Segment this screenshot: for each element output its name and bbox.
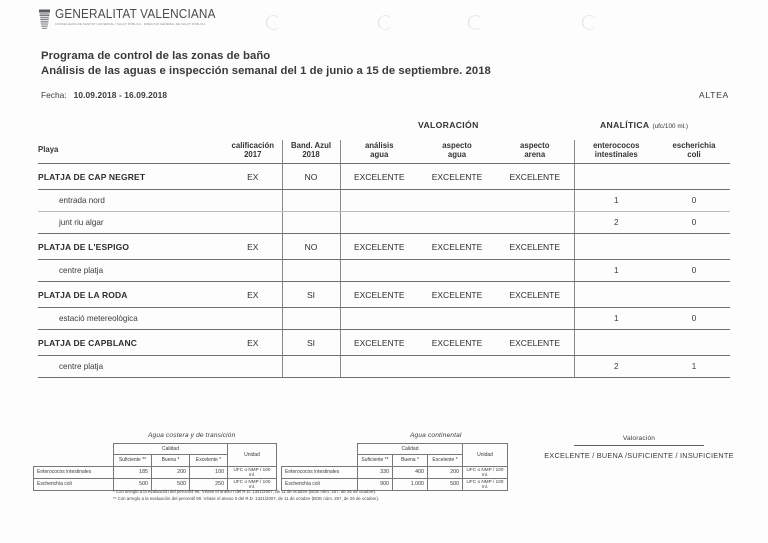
- cell-sampling-point-name: junt riu algar: [38, 212, 224, 234]
- cell-calificacion-2017: EX: [224, 234, 282, 260]
- column-header-calificacion-label: calificación: [231, 140, 274, 150]
- cell-calificacion-2017: EX: [224, 164, 282, 190]
- cell-bandera-azul-2018: [282, 190, 340, 212]
- logo-title: GENERALITAT VALENCIANA: [55, 7, 216, 21]
- footnote-two: ** Con arreglo a la evaluación del percentil 90. Véase el anexo II del R.D. 1341/2007, de 11 de octubre (BOE núm. 257, de 26 de octubre).: [113, 495, 380, 501]
- valoracion-legend-title: Valoración: [622, 435, 656, 442]
- cell-bandera-azul-2018: [282, 260, 340, 282]
- cell-analisis-agua: [340, 190, 418, 212]
- cell-analisis-agua: EXCELENTE: [340, 164, 418, 190]
- column-header-calificacion: [224, 140, 282, 164]
- cell-beach-name: PLATJA DE CAPBLANC: [38, 330, 224, 356]
- cell-calificacion-2017: [224, 308, 282, 330]
- cell-sampling-point-name: estació metereològica: [38, 308, 224, 330]
- cell-analisis-agua: [340, 356, 418, 378]
- page-title-line2: Análisis de las aguas e inspección semanal del 1 de junio a 15 de septiembre. 2018: [41, 65, 491, 77]
- cell-analisis-agua: [340, 260, 418, 282]
- column-header-bandera-year: 2018: [302, 150, 320, 159]
- crest-icon: [38, 9, 51, 31]
- legend-header-unidad: Unidad: [228, 444, 277, 467]
- scan-artifact-arc: [378, 15, 393, 30]
- cell-bandera-azul-2018: NO: [282, 234, 340, 260]
- cell-escherichia-coli: 0: [658, 260, 730, 282]
- cell-calificacion-2017: [224, 260, 282, 282]
- column-header-playa: Playa: [38, 140, 224, 164]
- legend-caption-continental: Agua continental: [410, 432, 462, 439]
- legend-header-calidad: Calidad: [358, 444, 463, 455]
- footnote-one: * Con arreglo a la evaluación del percentil 95. Véase el anexo I del R.D. 1341/2007, de 11 de octubre (BOE núm. 257, de 26 de octubre).: [113, 489, 377, 494]
- legend-cell-parameter: Enterococos intestinales: [282, 466, 358, 478]
- date-and-municipality-row: [41, 90, 729, 100]
- cell-bandera-azul-2018: [282, 212, 340, 234]
- legend-cell-parameter: Enterococos intestinales: [34, 466, 114, 478]
- valoracion-legend: [524, 435, 754, 460]
- cell-bandera-azul-2018: [282, 308, 340, 330]
- legend-cell-suficiente: 330: [358, 466, 393, 478]
- column-header-escherichia: [658, 140, 730, 164]
- table-row-beach: [38, 282, 730, 308]
- legend-cell-unidad: UFC o NMP / 100 ml.: [463, 466, 508, 478]
- beach-analysis-table: [38, 140, 730, 378]
- cell-escherichia-coli: 0: [658, 212, 730, 234]
- legend-caption-costera: Agua costera y de transición: [148, 432, 236, 439]
- cell-analisis-agua: [340, 212, 418, 234]
- cell-aspecto-agua: [418, 212, 496, 234]
- cell-bandera-azul-2018: [282, 356, 340, 378]
- cell-sampling-point-name: centre platja: [38, 260, 224, 282]
- cell-escherichia-coli: 0: [658, 308, 730, 330]
- cell-calificacion-2017: [224, 356, 282, 378]
- logo-subtitle: CONSELLERIA DE SANITAT UNIVERSAL I SALUT PÚBLICA · DIRECCIÓ GENERAL DE SALUT PÚBLICA: [55, 21, 206, 26]
- legend-cell-excelente: 500: [428, 478, 463, 490]
- legend-cell-excelente: 100: [190, 466, 228, 478]
- cell-aspecto-agua: [418, 190, 496, 212]
- table-row-beach: [38, 164, 730, 190]
- legend-row-continental: [282, 466, 508, 478]
- legend-corner-blank: [282, 444, 358, 455]
- cell-escherichia-coli: [658, 234, 730, 260]
- column-header-aspecto-agua-sub: agua: [447, 150, 467, 159]
- column-header-aspecto-agua: [418, 140, 496, 164]
- column-header-aspecto-agua-label: aspecto: [442, 140, 472, 150]
- legend-cell-unidad: UFC o NMP / 100 ml.: [463, 478, 508, 490]
- legend-cell-parameter: Escherichia coli: [282, 478, 358, 490]
- cell-aspecto-agua: [418, 260, 496, 282]
- cell-beach-name: PLATJA DE L'ESPIGO: [38, 234, 224, 260]
- scan-artifact-arc: [582, 15, 597, 30]
- cell-enterococos-intestinales: [574, 282, 658, 308]
- cell-calificacion-2017: EX: [224, 330, 282, 356]
- cell-aspecto-arena: EXCELENTE: [496, 234, 574, 260]
- cell-calificacion-2017: [224, 212, 282, 234]
- cell-aspecto-agua: EXCELENTE: [418, 234, 496, 260]
- cell-calificacion-2017: EX: [224, 282, 282, 308]
- legend-header-unidad: Unidad: [463, 444, 508, 467]
- cell-enterococos-intestinales: [574, 330, 658, 356]
- legend-row-costera: [34, 466, 277, 478]
- column-header-enterococos-sub: intestinales: [594, 150, 638, 159]
- cell-aspecto-agua: [418, 308, 496, 330]
- table-row-sampling-point: [38, 190, 730, 212]
- column-header-enterococos-label: enterococos: [593, 140, 640, 150]
- table-row-beach: [38, 330, 730, 356]
- table-row-sampling-point: [38, 356, 730, 378]
- column-header-escherichia-label: escherichia: [672, 140, 716, 150]
- cell-calificacion-2017: [224, 190, 282, 212]
- cell-sampling-point-name: entrada nord: [38, 190, 224, 212]
- cell-aspecto-arena: [496, 356, 574, 378]
- cell-bandera-azul-2018: SI: [282, 282, 340, 308]
- legend-cell-parameter: Escherichia coli: [34, 478, 114, 490]
- column-header-aspecto-arena: [496, 140, 574, 164]
- legend-cell-buena: 400: [393, 466, 428, 478]
- table-row-sampling-point: [38, 308, 730, 330]
- cell-aspecto-agua: EXCELENTE: [418, 164, 496, 190]
- cell-aspecto-arena: [496, 190, 574, 212]
- cell-enterococos-intestinales: [574, 164, 658, 190]
- column-header-enterococos: [574, 140, 658, 164]
- column-header-bandera-label: Band. Azul: [291, 140, 331, 150]
- scan-artifact-arc: [468, 15, 483, 30]
- cell-escherichia-coli: [658, 330, 730, 356]
- legend-cell-buena: 500: [152, 478, 190, 490]
- cell-escherichia-coli: [658, 282, 730, 308]
- table-row-beach: [38, 234, 730, 260]
- cell-aspecto-arena: [496, 212, 574, 234]
- legend-cell-unidad: UFC o NMP / 100 ml.: [228, 466, 277, 478]
- legend-column-header: Buena *: [393, 455, 428, 467]
- column-header-escherichia-sub: coli: [687, 150, 701, 159]
- legend-header-calidad: Calidad: [114, 444, 228, 455]
- column-header-analisis-agua: [340, 140, 418, 164]
- group-header-valoracion: VALORACIÓN: [418, 120, 479, 130]
- cell-analisis-agua: EXCELENTE: [340, 282, 418, 308]
- legend-cell-suficiente: 185: [114, 466, 152, 478]
- cell-analisis-agua: [340, 308, 418, 330]
- column-header-analisis-label: análisis: [364, 140, 394, 150]
- column-header-analisis-sub: agua: [370, 150, 389, 159]
- cell-enterococos-intestinales: [574, 234, 658, 260]
- cell-aspecto-arena: [496, 308, 574, 330]
- legend-corner-blank: [34, 444, 114, 455]
- cell-aspecto-arena: EXCELENTE: [496, 282, 574, 308]
- cell-aspecto-arena: EXCELENTE: [496, 164, 574, 190]
- group-header-analitica-label: ANALÍTICA: [600, 120, 650, 130]
- legend-column-header: Suficiente **: [114, 455, 152, 467]
- cell-aspecto-agua: [418, 356, 496, 378]
- legend-corner-blank: [282, 455, 358, 467]
- cell-aspecto-arena: [496, 260, 574, 282]
- legend-cell-buena: 1.000: [393, 478, 428, 490]
- cell-enterococos-intestinales: 2: [574, 356, 658, 378]
- legend-column-header: Suficiente **: [358, 455, 393, 467]
- date-label: Fecha:: [41, 90, 67, 100]
- scan-artifact-arc: [266, 15, 281, 30]
- cell-sampling-point-name: centre platja: [38, 356, 224, 378]
- legend-header-row-continental: [282, 444, 508, 455]
- cell-escherichia-coli: 1: [658, 356, 730, 378]
- column-header-bandera-azul: [282, 140, 340, 164]
- cell-enterococos-intestinales: 1: [574, 308, 658, 330]
- legend-cell-excelente: 250: [190, 478, 228, 490]
- cell-aspecto-arena: EXCELENTE: [496, 330, 574, 356]
- legend-cell-unidad: UFC o NMP / 100 ml.: [228, 478, 277, 490]
- date-value: 10.09.2018 - 16.09.2018: [73, 90, 168, 100]
- legend-cell-suficiente: 900: [358, 478, 393, 490]
- footnotes: [113, 489, 379, 502]
- table-body: [38, 164, 730, 378]
- cell-bandera-azul-2018: NO: [282, 164, 340, 190]
- cell-escherichia-coli: [658, 164, 730, 190]
- valoracion-legend-scale: EXCELENTE / BUENA /SUFICIENTE / INSUFICIENTE: [544, 450, 734, 460]
- column-header-aspecto-arena-label: aspecto: [520, 140, 550, 150]
- legend-corner-blank: [34, 455, 114, 467]
- cell-enterococos-intestinales: 1: [574, 190, 658, 212]
- legend-header-row-costera: [34, 444, 277, 455]
- cell-analisis-agua: EXCELENTE: [340, 234, 418, 260]
- page-title-line1: Programa de control de las zonas de baño: [41, 50, 271, 62]
- legend-table-agua-continental: [281, 443, 508, 491]
- cell-escherichia-coli: 0: [658, 190, 730, 212]
- cell-enterococos-intestinales: 2: [574, 212, 658, 234]
- legend-cell-buena: 200: [152, 466, 190, 478]
- legend-table-agua-costera: [33, 443, 277, 491]
- legend-column-header: Buena *: [152, 455, 190, 467]
- table-header-row: [38, 140, 730, 164]
- column-header-calificacion-year: 2017: [244, 150, 262, 159]
- generalitat-logo: [38, 8, 226, 31]
- cell-bandera-azul-2018: SI: [282, 330, 340, 356]
- cell-enterococos-intestinales: 1: [574, 260, 658, 282]
- valoracion-legend-divider: [574, 445, 704, 446]
- cell-beach-name: PLATJA DE CAP NEGRET: [38, 164, 224, 190]
- legend-column-header: Excelente *: [428, 455, 463, 467]
- municipality-name: ALTEA: [698, 90, 729, 100]
- legend-column-header: Excelente *: [190, 455, 228, 467]
- table-header: [38, 140, 730, 164]
- group-header-analitica-units: (ufc/100 ml.): [652, 123, 688, 130]
- table-row-sampling-point: [38, 260, 730, 282]
- cell-aspecto-agua: EXCELENTE: [418, 330, 496, 356]
- table-row-sampling-point: [38, 212, 730, 234]
- legend-cell-excelente: 200: [428, 466, 463, 478]
- legend-cell-suficiente: 500: [114, 478, 152, 490]
- group-header-analitica: [600, 120, 688, 130]
- cell-beach-name: PLATJA DE LA RODA: [38, 282, 224, 308]
- cell-analisis-agua: EXCELENTE: [340, 330, 418, 356]
- cell-aspecto-agua: EXCELENTE: [418, 282, 496, 308]
- column-header-aspecto-arena-sub: arena: [524, 150, 546, 159]
